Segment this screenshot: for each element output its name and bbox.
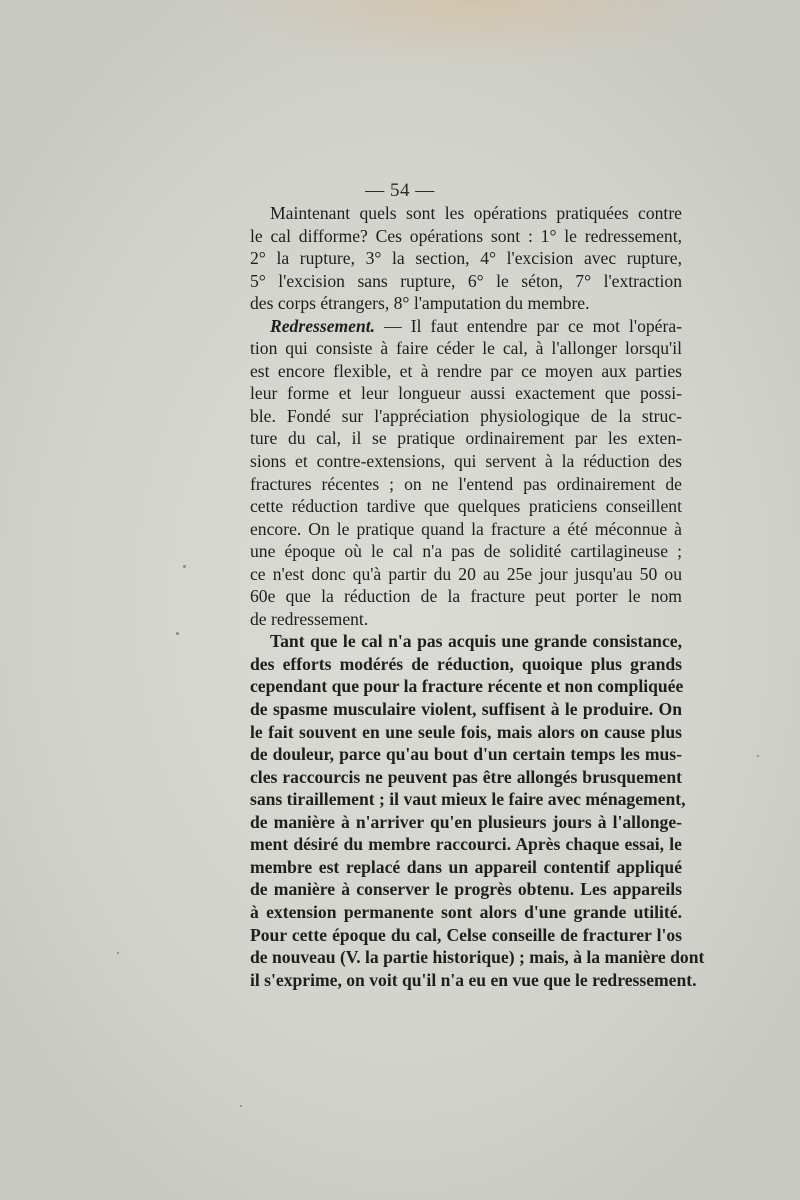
text-line: leur forme et leur longueur aussi exactement que possi- (250, 383, 682, 404)
paragraph-redressement (250, 315, 682, 631)
text-line: à extension permanente sont alors d'une grande utilité. (250, 901, 682, 922)
text-line: il s'exprime, on voit qu'il n'a eu en vue que le redressement. (250, 969, 697, 990)
text-line: de spasme musculaire violent, suffisent à le produire. On (250, 699, 682, 720)
text-line: est encore flexible, et à rendre par ce moyen aux parties (250, 360, 682, 381)
text-line: Tant que le cal n'a pas acquis une grande consistance, (270, 631, 682, 652)
text-line: le fait souvent en une seule fois, mais alors on cause plus (250, 721, 682, 742)
text-line: 2° la rupture, 3° la section, 4° l'excision avec rupture, (250, 248, 682, 269)
text-line: fractures récentes ; on ne l'entend pas ordinairement de (250, 473, 682, 494)
text-line: de redressement. (250, 608, 369, 629)
paper-speck (117, 952, 119, 954)
text-line: ment désiré du membre raccourci. Après chaque essai, le (250, 834, 682, 855)
text-line: Maintenant quels sont les opérations pratiquées contre (270, 203, 682, 223)
text-line: de nouveau (V. la partie historique) ; mais, à la manière dont (250, 947, 705, 968)
paragraph-consistance (250, 630, 705, 991)
text-line: ble. Fondé sur l'appréciation physiologique de la struc- (250, 405, 682, 426)
text-line: cependant que pour la fracture récente et non compliquée (250, 676, 684, 697)
text-line: sions et contre-extensions, qui servent à la réduction des (250, 451, 682, 472)
text-line: tion qui consiste à faire céder le cal, à l'allonger lorsqu'il (250, 338, 682, 359)
paper-speck (240, 1105, 242, 1107)
paper-speck (757, 755, 759, 757)
text-line: cette réduction tardive que quelques praticiens conseillent (250, 496, 682, 517)
paper-speck (176, 632, 179, 635)
text-line: ce n'est donc qu'à partir du 20 au 25e jour jusqu'au 50 ou (250, 563, 682, 584)
paper-speck (183, 565, 186, 568)
text-line: de manière à n'arriver qu'en plusieurs jours à l'allonge- (250, 811, 682, 832)
text-line: Pour cette époque du cal, Celse conseille de fracturer l'os (250, 924, 682, 945)
text-line: sans tiraillement ; il vaut mieux le faire avec ménagement, (250, 789, 686, 810)
text-line: encore. On le pratique quand la fracture a été méconnue à (250, 518, 682, 539)
text-line: 60e que la réduction de la fracture peut porter le nom (250, 586, 682, 607)
text-line: des corps étrangers, 8° l'amputation du membre. (250, 293, 590, 314)
text-line-continuation: — Il faut entendre par ce mot l'opéra- (375, 315, 682, 336)
paragraph-operations (250, 202, 682, 315)
text-line: ture du cal, il se pratique ordinairement par les exten- (250, 428, 682, 449)
text-line: de douleur, parce qu'au bout d'un certain temps les mus- (250, 744, 682, 765)
page-number: — 54 — (365, 180, 435, 201)
text-line: des efforts modérés de réduction, quoique plus grands (250, 653, 682, 674)
text-line: une époque où le cal n'a pas de solidité cartilagineuse ; (250, 541, 682, 562)
text-line: de manière à conserver le progrès obtenu. Les appareils (250, 879, 682, 900)
body-text (250, 202, 705, 991)
text-line: cles raccourcis ne peuvent pas être allongés brusquement (250, 766, 682, 787)
text-line: le cal difforme? Ces opérations sont : 1° le redressement, (250, 225, 682, 246)
text-line: membre est replacé dans un appareil contentif appliqué (250, 856, 682, 877)
section-heading: Redressement. (270, 315, 376, 336)
text-line: 5° l'excision sans rupture, 6° le séton, 7° l'extraction (250, 270, 682, 291)
text-line (250, 315, 682, 338)
